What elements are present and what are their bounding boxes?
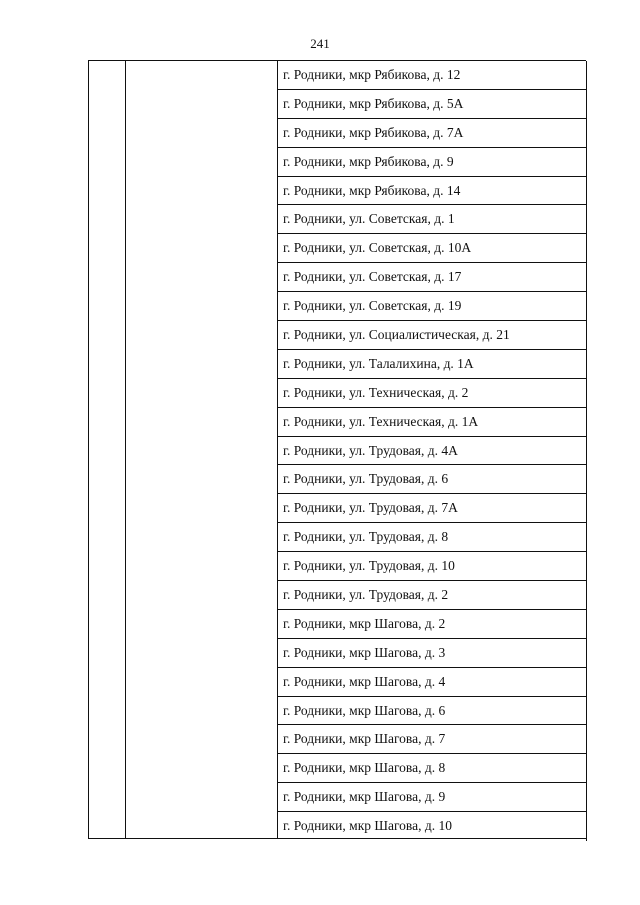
column-divider-1 [125,61,126,838]
address-cell: г. Родники, ул. Советская, д. 17 [277,263,587,292]
address-cell: г. Родники, мкр Шагова, д. 2 [277,610,587,639]
address-cell: г. Родники, мкр Шагова, д. 7 [277,725,587,754]
address-cell: г. Родники, мкр Рябикова, д. 9 [277,148,587,177]
address-cell: г. Родники, ул. Трудовая, д. 6 [277,465,587,494]
address-cell: г. Родники, ул. Техническая, д. 2 [277,379,587,408]
address-cell: г. Родники, мкр Шагова, д. 6 [277,697,587,726]
address-cell: г. Родники, мкр Шагова, д. 8 [277,754,587,783]
address-cell: г. Родники, ул. Техническая, д. 1А [277,408,587,437]
address-cell: г. Родники, мкр Шагова, д. 4 [277,668,587,697]
address-cell: г. Родники, ул. Советская, д. 1 [277,205,587,234]
address-cell: г. Родники, мкр Рябикова, д. 7А [277,119,587,148]
address-table [88,60,586,839]
address-cell: г. Родники, мкр Шагова, д. 3 [277,639,587,668]
address-cell: г. Родники, ул. Трудовая, д. 4А [277,437,587,466]
address-cell: г. Родники, ул. Трудовая, д. 7А [277,494,587,523]
address-cell: г. Родники, мкр Рябикова, д. 14 [277,177,587,206]
address-cell: г. Родники, ул. Талалихина, д. 1А [277,350,587,379]
page-number: 241 [310,36,330,51]
address-cell: г. Родники, ул. Трудовая, д. 8 [277,523,587,552]
address-cell: г. Родники, ул. Советская, д. 10А [277,234,587,263]
address-cell: г. Родники, ул. Трудовая, д. 2 [277,581,587,610]
address-column [277,61,587,841]
address-cell: г. Родники, мкр Рябикова, д. 12 [277,61,587,90]
address-cell: г. Родники, ул. Социалистическая, д. 21 [277,321,587,350]
address-cell: г. Родники, ул. Советская, д. 19 [277,292,587,321]
address-cell: г. Родники, мкр Шагова, д. 9 [277,783,587,812]
address-cell: г. Родники, мкр Шагова, д. 10 [277,812,587,841]
address-cell: г. Родники, ул. Трудовая, д. 10 [277,552,587,581]
address-cell: г. Родники, мкр Рябикова, д. 5А [277,90,587,119]
